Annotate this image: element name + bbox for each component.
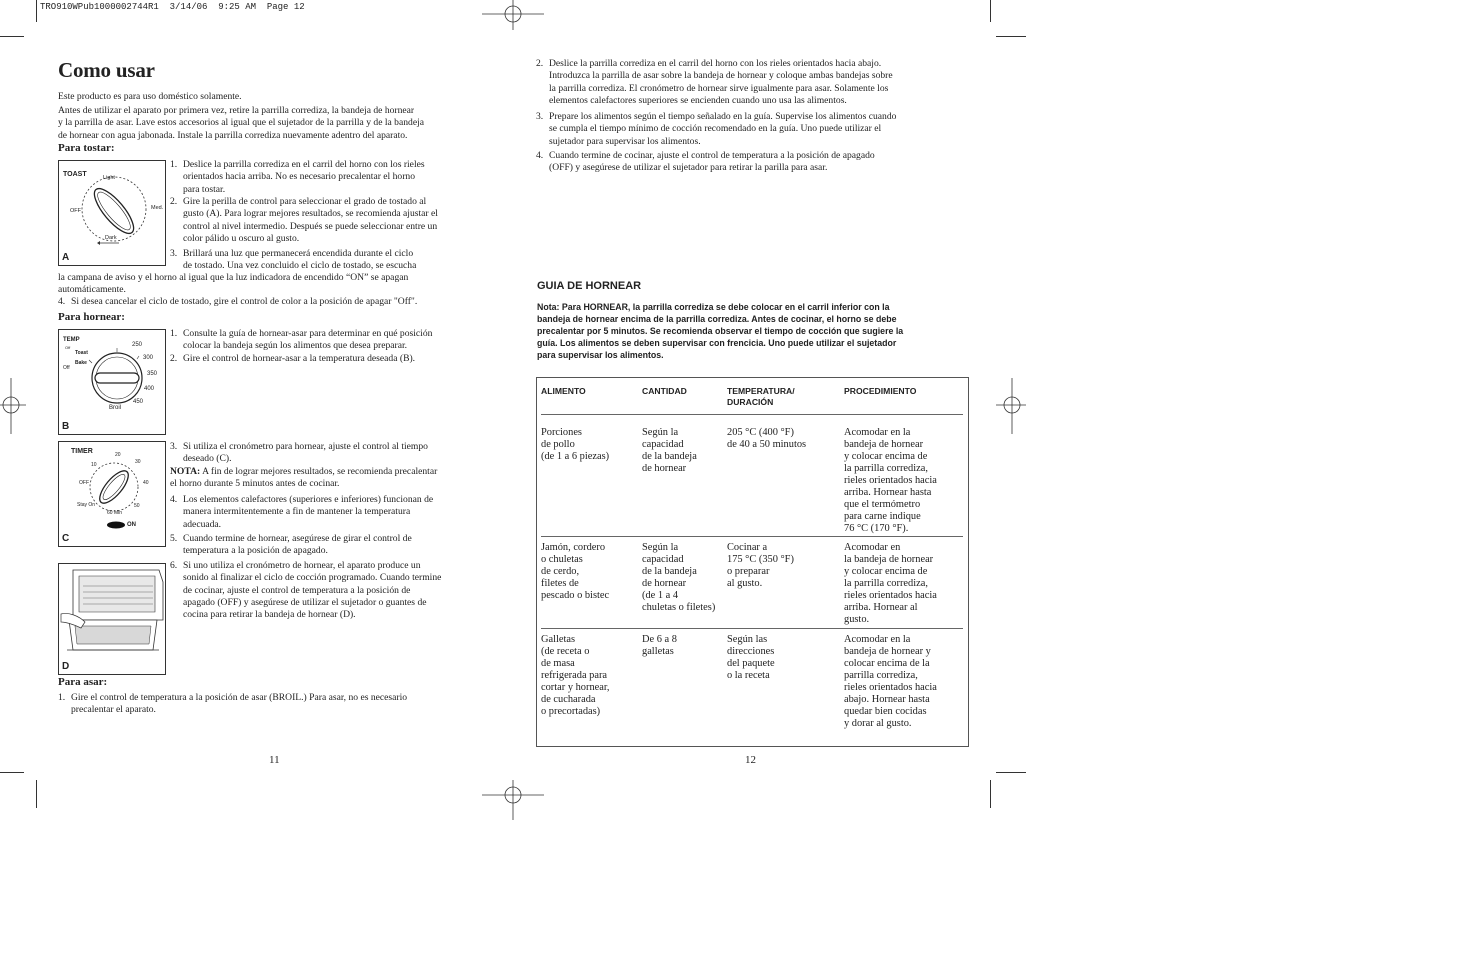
crop-mark [996, 772, 1026, 773]
table-cell: Cocinar a 175 °C (350 °F) o preparar al gusto. [727, 542, 794, 589]
table-cell: Según la capacidad de la bandeja de hornear (de 1 a 4 chuletas o filetes) [642, 542, 716, 613]
list-item: 2. Deslice la parrilla corrediza en el carril del horno con los rieles orientados hacia abajo. Introduzca la parrilla de asar sobre la bandeja de hornear y coloque ambas bandejas sobre la parrilla corrediza. El cronómetro de hornear sirve igualmente para asar. Solamente los elementos calefactores superiores se encienden cuando uno usa las alimentos. [536, 58, 893, 106]
table-cell: Galletas (de receta o de masa refrigerada para cortar y hornear, de cucharada o precortadas) [541, 634, 610, 717]
figure-label: D [62, 661, 70, 672]
table-cell: Acomodar en la bandeja de hornear y colocar encima de la parrilla corrediza, rieles orientados hacia abajo. Hornear hasta quedar bien cocidas y dorar al gusto. [844, 634, 937, 729]
figure-label: B [62, 421, 70, 432]
table-cell: Porciones de pollo (de 1 a 6 piezas) [541, 427, 610, 462]
list-item: 1. Consulte la guía de hornear-asar para determinar en qué posición colocar la bandeja según los alimentos que desea preparar. [170, 328, 433, 352]
list-item: 3. Si utiliza el cronómetro para hornear, ajuste el control al tiempo deseado (C). [170, 441, 428, 465]
table-header: ALIMENTO [541, 386, 586, 396]
list-item: 6. Si uno utiliza el cronómetro de hornear, el aparato produce un sonido al finalizar el ciclo de cocción programado. Cuando termine de cocinar, ajuste el control de temperatura a la posición de apagado (OFF) y asegúrese de utilizar el sujetador o guantes de cocina para retirar la bandeja de hornear (D). [170, 560, 442, 621]
figure-label: C [62, 533, 70, 544]
crop-mark [36, 0, 37, 22]
list-item: 5. Cuando termine de hornear, asegúrese de girar el control de temperatura a la posición de apagado. [170, 533, 412, 557]
section-heading-hornear: Para hornear: [58, 311, 125, 323]
crop-mark [996, 36, 1026, 37]
figure-c-timer-dial: TIMER 20 10 30 OFF 40 Stay On 50 60 Min ON C [58, 441, 166, 547]
crop-mark [0, 772, 24, 773]
registration-mark-icon [482, 780, 544, 820]
list-item: 1. Deslice la parrilla corrediza en el carril del horno con los rieles orientados hacia arriba. No es necesario precalentar el horno para tostar. [170, 159, 425, 195]
table-cell: 205 °C (400 °F) de 40 a 50 minutos [727, 427, 807, 450]
table-header: TEMPERATURA/ DURACIÓN [727, 386, 795, 407]
table-cell: Jamón, cordero o chuletas de cerdo, filetes de pescado o bistec [541, 542, 610, 601]
timer-dial-icon [59, 442, 165, 546]
crop-mark [990, 0, 991, 22]
list-item: 4. Los elementos calefactores (superiores e inferiores) funcionan de manera intermitentemente a fin de mantener la temperatura adecuada. [170, 494, 434, 530]
table-cell: De 6 a 8 galletas [642, 634, 677, 657]
section-heading-asar: Para asar: [58, 676, 108, 688]
section-heading-tostar: Para tostar: [58, 142, 115, 154]
list-item: 3. Prepare los alimentos según el tiempo señalado en la guía. Supervise los alimentos cuando se cumpla el tiempo mínimo de cocción recomendado en la guía. Uno puede utilizar el sujetador para supervisar los alimentos. [536, 111, 897, 147]
baking-guide-table [536, 377, 969, 747]
table-divider [541, 414, 963, 415]
figure-d-oven [58, 563, 166, 675]
list-item-wrap: la campana de aviso y el horno al igual que la luz indicadora de encendido “ON” se apagan automáticamente. [58, 272, 409, 296]
guide-note: Nota: Para HORNEAR, la parrilla corrediza se debe colocar en el carril inferior con la bandeja de hornear encima de la parrilla corrediza. Antes de cocinar, el horno se debe precalentar por 5 minutos. Se recomienda observar el tiempo de cocción que sugiere la guía. Los alimentos se deben supervisar con frencicia. Uno puede utilizar el sujetador para supervisar los alimentos. [537, 302, 904, 361]
table-divider [541, 628, 963, 629]
registration-mark-icon [0, 378, 26, 434]
list-item: 1. Gire el control de temperatura a la posición de asar (BROIL.) Para asar, no es necesario precalentar el aparato. [58, 692, 408, 716]
intro-text: Este producto es para uso doméstico solamente. [58, 91, 242, 102]
table-cell: Según la capacidad de la bandeja de hornear [642, 427, 697, 474]
guide-heading: GUIA DE HORNEAR [537, 280, 642, 292]
registration-mark-icon [996, 378, 1026, 434]
table-cell: Según las direcciones del paquete o la receta [727, 634, 775, 681]
figure-label: A [62, 252, 70, 263]
crop-mark [0, 36, 24, 37]
figure-a-toast-dial: TOAST Light Med. OFF Dark A [58, 160, 166, 266]
note-text: NOTA: A fin de lograr mejores resultados, se recomienda precalentar el horno durante 5 minutos antes de cocinar. [170, 466, 438, 490]
table-cell: Acomodar en la bandeja de hornear y colocar encima de la parrilla corrediza, rieles orientados hacia arriba. Hornear hasta que el termómetro para carne indique 76 °C (170 °F). [844, 427, 937, 534]
table-header: CANTIDAD [642, 386, 687, 396]
registration-mark-icon [482, 0, 544, 30]
intro-paragraph: Antes de utilizar el aparato por primera vez, retire la parrilla corrediza, la bandeja de hornear y la parrilla de asar. Lave estos accesorios al igual que el sujetador de la parrilla y de la bandeja de hornear con agua jabonada. Instale la parrilla corrediza nuevamente adentro del aparato. [58, 105, 425, 141]
list-item: 4. Cuando termine de cocinar, ajuste el control de temperatura a la posición de apagado (OFF) y asegúrese de utilizar el sujetador para retirar la parilla para asar. [536, 150, 875, 174]
list-item: 2. Gire el control de hornear-asar a la temperatura deseada (B). [170, 353, 416, 364]
figure-b-temp-dial: TEMP Off Toast Bake Off 250 300 350 400 450 Broil B [58, 329, 166, 435]
print-slug: TRO910WPub1000002744R1 3/14/06 9:25 AM Page 12 [40, 2, 305, 12]
table-divider [541, 536, 963, 537]
crop-mark [36, 780, 37, 808]
crop-mark [990, 780, 991, 808]
table-cell: Acomodar en la bandeja de hornear y colocar encima de la parrilla corrediza, rieles orientados hacia arriba. Hornear al gusto. [844, 542, 937, 625]
list-item: 3. Brillará una luz que permanecerá encendida durante el ciclo de tostado. Una vez concluido el ciclo de tostado, se escucha [170, 248, 417, 272]
table-header: PROCEDIMIENTO [844, 386, 917, 396]
list-item: 4. Si desea cancelar el ciclo de tostado, gire el control de color a la posición de apagar "Off". [58, 296, 418, 307]
page-number: 11 [269, 754, 280, 766]
page-number: 12 [745, 754, 756, 766]
page-title: Como usar [58, 58, 155, 82]
temperature-dial-icon [59, 330, 165, 434]
toaster-oven-icon [59, 564, 165, 674]
list-item: 2. Gire la perilla de control para seleccionar el grado de tostado al gusto (A). Para lograr mejores resultados, se recomienda ajustar el control al nivel intermedio. Después se puede seleccionar entre un color pálido u oscuro al gusto. [170, 196, 438, 244]
